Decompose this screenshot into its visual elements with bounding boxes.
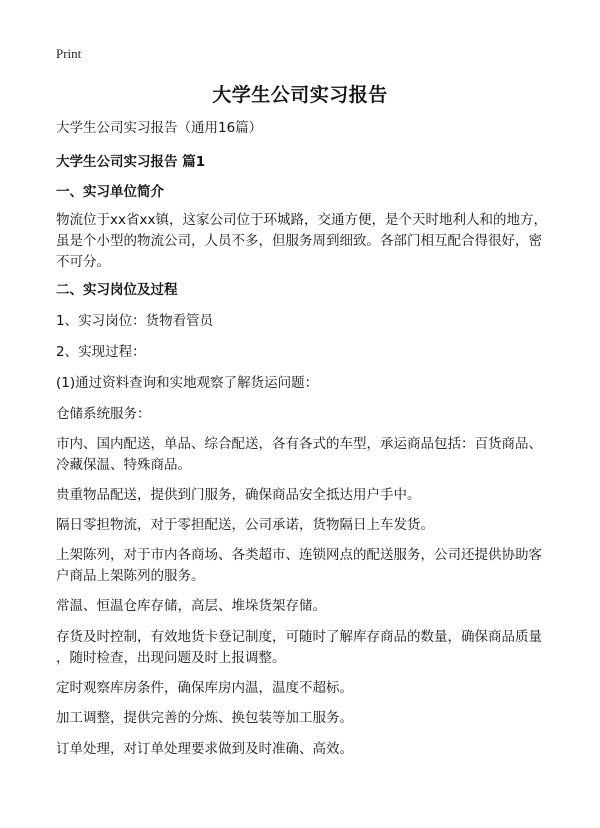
temperature-paragraph: 常温、恒温仓库存储，高层、堆垛货架存储。 (56, 598, 326, 614)
shelving-paragraph-line: 户商品上架陈列的服务。 (56, 568, 205, 584)
part-heading: 大学生公司实习报告 篇1 (56, 154, 206, 170)
company-intro-line: 物流位于xx省xx镇，这家公司位于环城路，交通方便，是个天时地利人和的地方， (56, 212, 547, 228)
valuables-paragraph: 贵重物品配送，提供到门服务，确保商品安全抵达用户手中。 (56, 487, 421, 503)
post-line: 1、实习岗位：货物看管员 (56, 313, 214, 329)
section-heading-post-process: 二、实习岗位及过程 (56, 282, 178, 298)
section-heading-company-intro: 一、实习单位简介 (56, 184, 164, 200)
inspection-paragraph: 定时观察库房条件，确保库房内温，温度不超标。 (56, 680, 353, 696)
inventory-paragraph-line: 存货及时控制，有效地货卡登记制度，可随时了解库存商品的数量，确保商品质量 (56, 629, 542, 645)
print-label: Print (56, 46, 82, 61)
orders-paragraph: 订单处理，对订单处理要求做到及时准确、高效。 (56, 741, 353, 757)
delivery-paragraph-line: 冷藏保温、特殊商品。 (56, 457, 191, 473)
company-intro-line: 不可分。 (56, 254, 110, 270)
process-line: 2、实现过程： (56, 344, 146, 360)
shelving-paragraph-line: 上架陈列，对于市内各商场、各类超市、连锁网点的配送服务，公司还提供协助客 (56, 547, 542, 563)
inventory-paragraph-line: ，随时检查，出现问题及时上报调整。 (56, 650, 286, 666)
storage-heading: 仓储系统服务： (56, 406, 151, 422)
delivery-paragraph-line: 市内、国内配送，单品、综合配送，各有各式的车型，承运商品包括：百货商品、 (56, 436, 542, 452)
company-intro-line: 虽是个小型的物流公司，人员不多，但服务周到细致。各部门相互配合得很好，密 (56, 233, 542, 249)
item-line: (1)通过资料查询和实地观察了解货运问题： (56, 375, 319, 391)
processing-paragraph: 加工调整，提供完善的分炼、换包装等加工服务。 (56, 710, 353, 726)
next-day-paragraph: 隔日零担物流，对于零担配送，公司承诺，货物隔日上车发货。 (56, 517, 434, 533)
document-subtitle: 大学生公司实习报告（通用16篇） (56, 120, 263, 136)
page-title: 大学生公司实习报告 (212, 84, 388, 106)
